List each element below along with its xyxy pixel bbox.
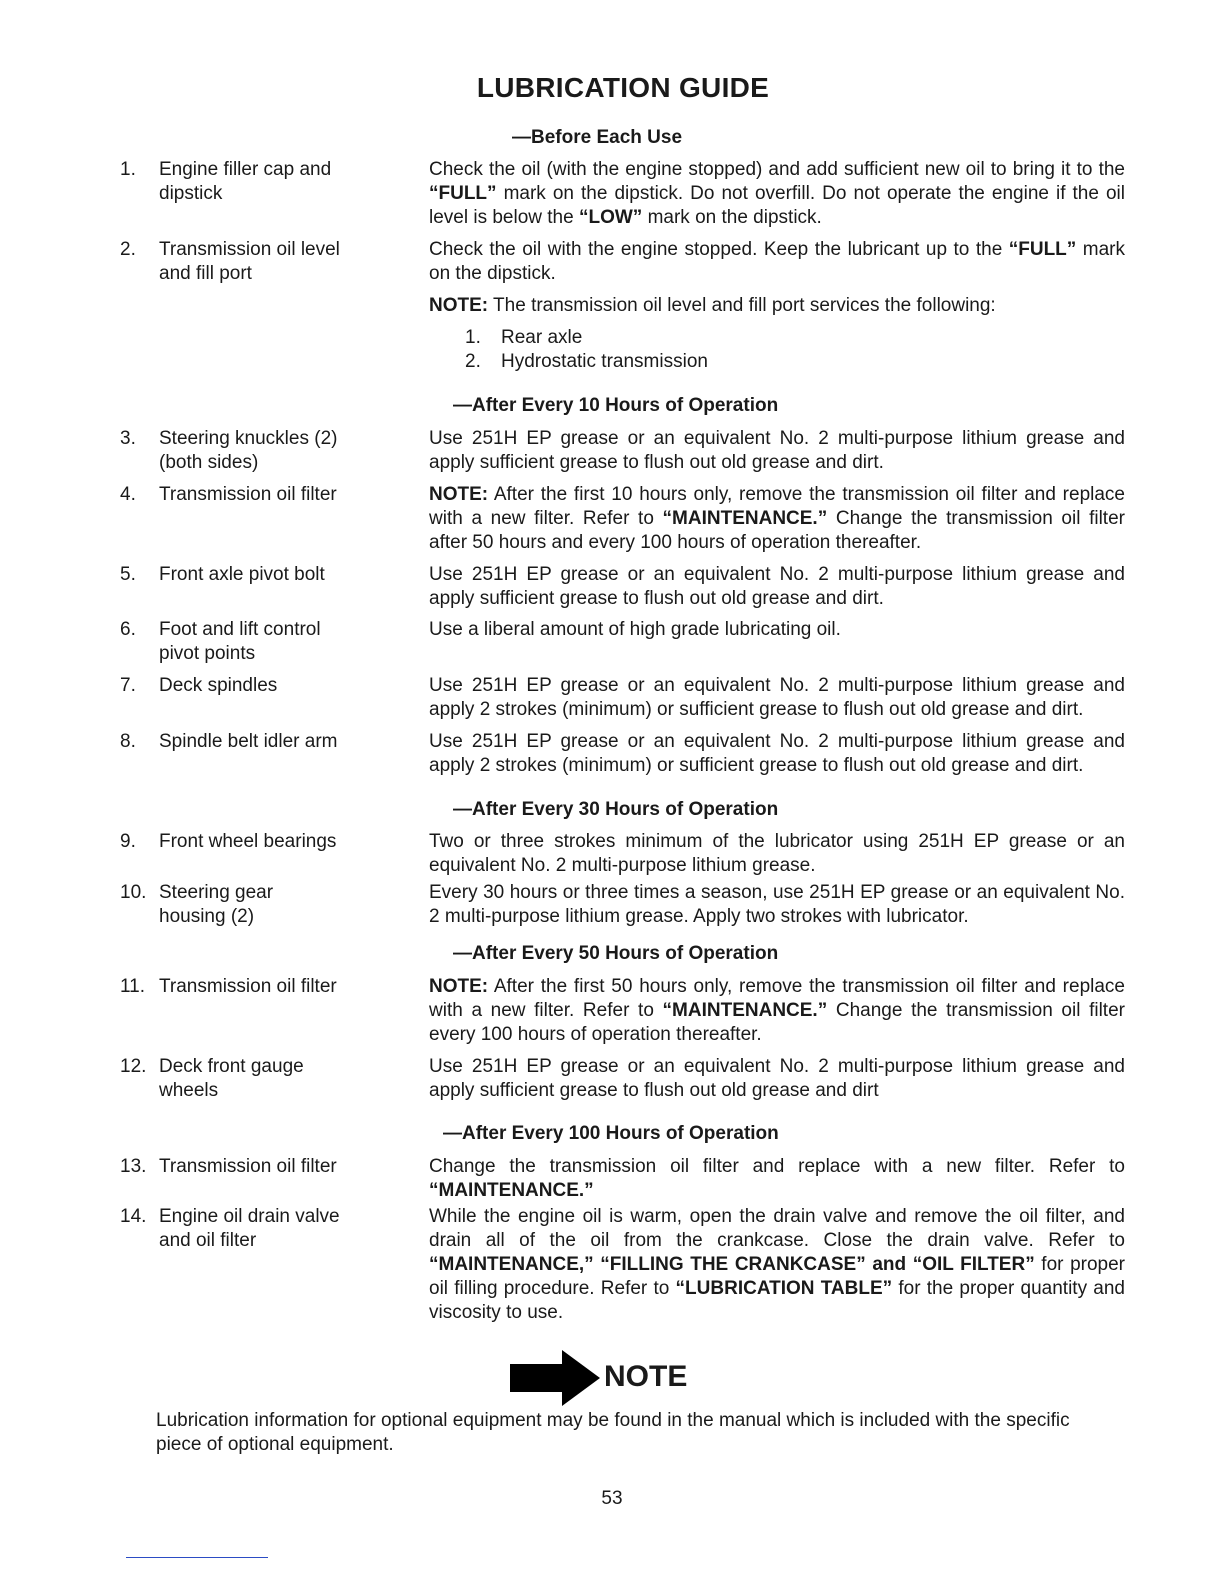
item-number: 10. — [120, 882, 147, 903]
item-label: Transmission oil filter — [159, 484, 337, 505]
item-number: 1. — [120, 159, 136, 180]
item-description: Change the transmission oil filter and replace with a new filter. Refer to “MAINTENANCE.” — [429, 1156, 1125, 1201]
section-after-10-hours: —After Every 10 Hours of Operation — [453, 395, 779, 416]
item-description: Use 251H EP grease or an equivalent No. 2 multi-purpose lithium grease and apply sufficient grease to flush out old grease and dirt — [429, 1056, 1125, 1101]
item-description: Use 251H EP grease or an equivalent No. 2 multi-purpose lithium grease and apply 2 strokes (minimum) or sufficient grease to flush out old grease and dirt. — [429, 675, 1125, 720]
sub-list-number: 1. — [465, 327, 481, 348]
item-label: Transmission oil level and fill port — [159, 239, 340, 284]
note-text: Lubrication information for optional equipment may be found in the manual which is included with the specific piece of optional equipment. — [156, 1410, 1070, 1455]
item-number: 8. — [120, 731, 136, 752]
item-label: Steering knuckles (2) (both sides) — [159, 428, 338, 473]
item-number: 5. — [120, 564, 136, 585]
item-number: 7. — [120, 675, 136, 696]
item-number: 11. — [120, 976, 146, 997]
item-description: NOTE: After the first 50 hours only, remove the transmission oil filter and replace with a new filter. Refer to “MAINTENANCE.” Change the transmission oil filter every 100 hours of operation thereafter. — [429, 976, 1125, 1045]
item-label: Engine oil drain valve and oil filter — [159, 1206, 340, 1251]
item-description: Two or three strokes minimum of the lubricator using 251H EP grease or an equivalent No. 2 multi-purpose lithium grease. — [429, 831, 1125, 876]
item-description: Use a liberal amount of high grade lubricating oil. — [429, 619, 841, 640]
section-after-30-hours: —After Every 30 Hours of Operation — [453, 799, 779, 820]
item-number: 3. — [120, 428, 136, 449]
item-label: Deck front gauge wheels — [159, 1056, 304, 1101]
item-description: Use 251H EP grease or an equivalent No. 2 multi-purpose lithium grease and apply 2 strokes (minimum) or sufficient grease to flush out old grease and dirt. — [429, 731, 1125, 776]
item-description: While the engine oil is warm, open the drain valve and remove the oil filter, and drain all of the oil from the crankcase. Close the drain valve. Refer to “MAINTENANCE,” “FILLING THE CRANKCASE” and “OIL FILTER” for proper oil filling procedure. Refer to “LUBRICATION TABLE” for the proper quantity and viscosity to use. — [429, 1206, 1125, 1323]
item-label: Transmission oil filter — [159, 1156, 337, 1177]
item-label: Front wheel bearings — [159, 831, 337, 852]
item-number: 13. — [120, 1156, 147, 1177]
right-arrow-icon — [510, 1350, 600, 1406]
sub-list-number: 2. — [465, 351, 481, 372]
item-number: 6. — [120, 619, 136, 640]
item-number: 9. — [120, 831, 136, 852]
page-title: LUBRICATION GUIDE — [476, 72, 770, 103]
item-number: 14. — [120, 1206, 147, 1227]
item-label: Transmission oil filter — [159, 976, 337, 997]
note-heading: NOTE — [604, 1360, 688, 1393]
section-after-100-hours: —After Every 100 Hours of Operation — [443, 1123, 779, 1144]
item-label: Front axle pivot bolt — [159, 564, 325, 585]
item-label: Steering gear housing (2) — [159, 882, 274, 927]
item-description: Every 30 hours or three times a season, use 251H EP grease or an equivalent No. 2 multi-purpose lithium grease. Apply two strokes with lubricator. — [429, 882, 1125, 927]
page-number: 53 — [601, 1488, 623, 1509]
item-label: Spindle belt idler arm — [159, 731, 338, 752]
sub-list-item: Rear axle — [501, 327, 583, 348]
item-description: Check the oil with the engine stopped. Keep the lubricant up to the “FULL” mark on the dipstick. — [429, 239, 1126, 284]
item-description: NOTE: After the first 10 hours only, remove the transmission oil filter and replace with a new filter. Refer to “MAINTENANCE.” Change the transmission oil filter after 50 hours and every 100 hours of operation thereafter. — [429, 484, 1125, 553]
item-label: Engine filler cap and dipstick — [159, 159, 332, 204]
section-after-50-hours: —After Every 50 Hours of Operation — [453, 943, 779, 964]
item-number: 4. — [120, 484, 136, 505]
item-description: Use 251H EP grease or an equivalent No. 2 multi-purpose lithium grease and apply sufficient grease to flush out old grease and dirt. — [429, 564, 1125, 609]
sub-list-item: Hydrostatic transmission — [501, 351, 708, 372]
item-number: 2. — [120, 239, 136, 260]
item-description: Use 251H EP grease or an equivalent No. 2 multi-purpose lithium grease and apply sufficient grease to flush out old grease and dirt. — [429, 428, 1125, 473]
note-paragraph: NOTE: The transmission oil level and fill port services the following: — [429, 295, 996, 316]
section-before-each-use: —Before Each Use — [512, 127, 683, 148]
item-description: Check the oil (with the engine stopped) and add sufficient new oil to bring it to the “FULL” mark on the dipstick. Do not overfill. Do not operate the engine if the oil level is below the “LOW” mark on the dipstick. — [429, 159, 1125, 228]
item-label: Foot and lift control pivot points — [159, 619, 321, 664]
divider — [126, 1557, 268, 1558]
item-number: 12. — [120, 1056, 147, 1077]
item-label: Deck spindles — [159, 675, 278, 696]
